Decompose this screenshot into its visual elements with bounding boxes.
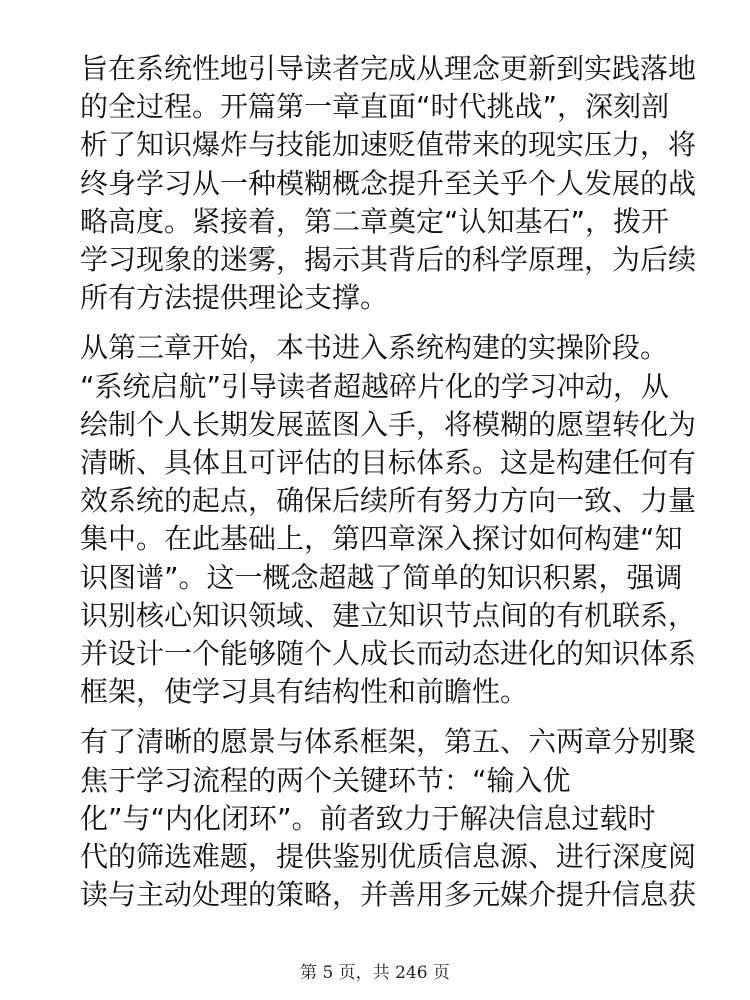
text-line: 效系统的起点，确保后续所有努力方向一致、力量 [80,484,697,518]
text-line: 代的筛选难题，提供鉴别优质信息源、进行深度阅 [80,840,697,874]
paragraph-spacer [80,711,680,723]
text-line: 析了知识爆炸与技能加速贬值带来的现实压力，将 [80,128,697,162]
text-line: 焦于学习流程的两个关键环节：“输入优 [80,763,571,797]
paragraph-1 [80,50,697,317]
text-line: 化”与“内化闭环”。前者致力于解决信息过载时 [80,801,656,835]
text-line: 框架，使学习具有结构性和前瞻性。 [80,675,529,709]
text-line: 略高度。紧接着，第二章奠定“认知基石”，拨开 [80,204,670,238]
text-line: 有了清晰的愿景与体系框架，第五、六两章分别聚 [80,725,697,759]
document-body [80,50,697,914]
text-line: 的全过程。开篇第一章直面“时代挑战”，深刻剖 [80,90,670,124]
text-line: 清晰、具体且可评估的目标体系。这是构建任何有 [80,446,697,480]
text-line: 读与主动处理的策略，并善用多元媒介提升信息获 [80,878,697,912]
text-line: 识别核心知识领域、建立知识节点间的有机联系， [80,598,697,632]
paragraph-spacer [80,317,680,329]
text-line: 从第三章开始，本书进入系统构建的实操阶段。 [80,331,669,365]
text-line: 旨在系统性地引导读者完成从理念更新到实践落地 [80,52,697,85]
text-line: 终身学习从一种模糊概念提升至关乎个人发展的战 [80,166,697,200]
text-line: 所有方法提供理论支撑。 [80,281,389,315]
text-line: 并设计一个能够随个人成长而动态进化的知识体系 [80,637,697,671]
text-line: 识图谱”。这一概念超越了简单的知识积累，强调 [80,560,683,594]
text-line: 绘制个人长期发展蓝图入手，将模糊的愿望转化为 [80,407,697,441]
text-line: 学习现象的迷雾，揭示其背后的科学原理，为后续 [80,243,697,277]
paragraph-2 [80,329,697,711]
paragraph-3 [80,723,697,914]
text-line: 集中。在此基础上，第四章深入探讨如何构建“知 [80,522,683,556]
text-line: “系统启航”引导读者超越碎片化的学习冲动，从 [80,369,670,403]
page-number-footer: 第 5 页，共 246 页 [300,963,450,983]
